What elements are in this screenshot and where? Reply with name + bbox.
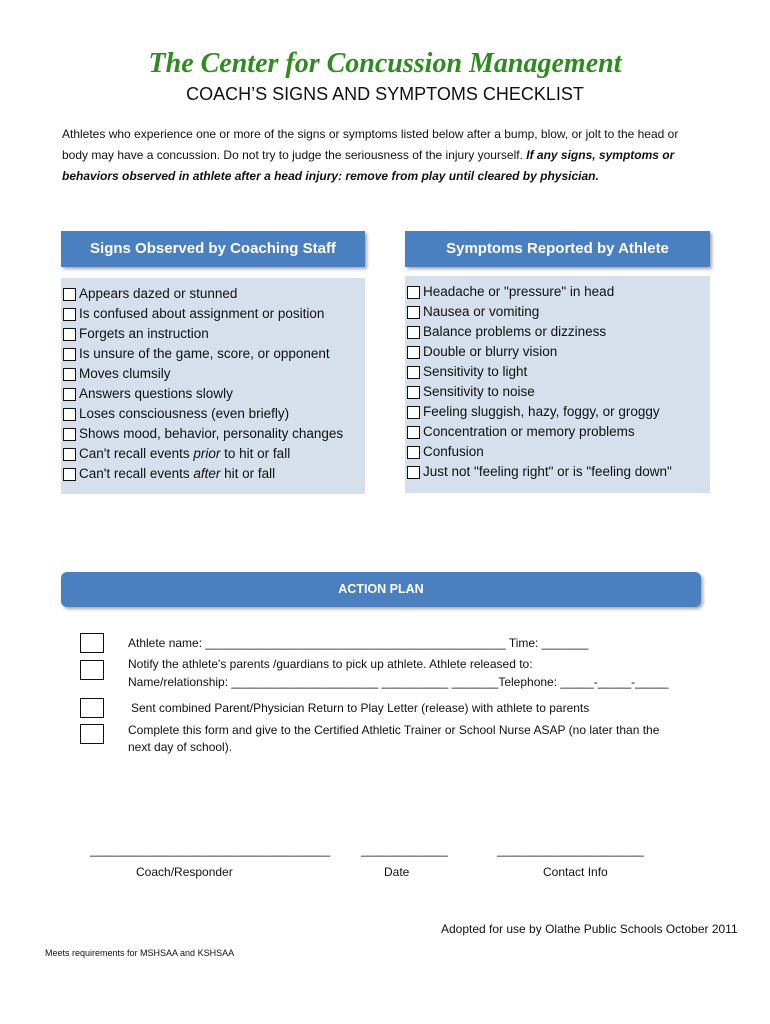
- symptoms-list: [407, 282, 672, 482]
- signs-panel: [61, 278, 365, 494]
- contact-label: Contact Info: [543, 865, 608, 879]
- sign-label: Answers questions slowly: [79, 386, 233, 401]
- sign-checkbox[interactable]: [63, 408, 76, 421]
- symptom-checkbox[interactable]: [407, 386, 420, 399]
- sign-item: [63, 344, 343, 364]
- sent-letter-checkbox[interactable]: [80, 698, 104, 718]
- intro-line-3: behaviors observed in athlete after a head injury: remove from play until cleared by physician.: [62, 169, 599, 183]
- symptom-label: Confusion: [423, 444, 484, 459]
- symptom-item: [407, 422, 672, 442]
- checklist-subtitle: COACH’S SIGNS AND SYMPTOMS CHECKLIST: [186, 84, 584, 104]
- sign-label-pre: Can't recall events: [79, 446, 194, 461]
- sign-label: Forgets an instruction: [79, 326, 209, 341]
- sign-label: Loses consciousness (even briefly): [79, 406, 290, 421]
- sign-label: [79, 444, 290, 464]
- sign-item: [63, 324, 343, 344]
- sign-label-emphasis: after: [193, 466, 221, 481]
- requirements-note: Meets requirements for MSHSAA and KSHSAA: [45, 948, 235, 958]
- complete-form-checkbox[interactable]: [80, 724, 104, 744]
- athlete-name-line[interactable]: Athlete name: _____________________________________________ Time: _______: [128, 636, 589, 650]
- sign-checkbox[interactable]: [63, 348, 76, 361]
- sign-label-emphasis: prior: [193, 446, 221, 461]
- sign-checkbox[interactable]: [63, 328, 76, 341]
- sign-item: [63, 464, 343, 484]
- symptom-checkbox[interactable]: [407, 466, 420, 479]
- symptom-checkbox[interactable]: [407, 366, 420, 379]
- symptom-item: [407, 402, 672, 422]
- coach-signature-line[interactable]: ____________________________________: [90, 843, 331, 857]
- symptom-label: Balance problems or dizziness: [423, 324, 607, 339]
- symptom-item: [407, 282, 672, 302]
- sign-checkbox[interactable]: [63, 448, 76, 461]
- name-relationship-line[interactable]: Name/relationship: ______________________ __________ _______Telephone: _____-_____-_____: [128, 675, 669, 689]
- sign-label: Shows mood, behavior, personality changes: [79, 426, 344, 441]
- sign-item: [63, 284, 343, 304]
- sent-letter-text: Sent combined Parent/Physician Return to Play Letter (release) with athlete to parents: [131, 701, 590, 715]
- date-label: Date: [384, 865, 410, 879]
- date-signature-line[interactable]: _____________: [361, 843, 448, 857]
- complete-form-text-1: Complete this form and give to the Certified Athletic Trainer or School Nurse ASAP (no later than the: [128, 723, 660, 737]
- sign-label: Is unsure of the game, score, or opponent: [79, 346, 330, 361]
- symptom-checkbox[interactable]: [407, 306, 420, 319]
- symptom-checkbox[interactable]: [407, 326, 420, 339]
- symptom-checkbox[interactable]: [407, 346, 420, 359]
- symptom-label: Sensitivity to light: [423, 364, 528, 379]
- intro-line-2-emphasis: If any signs, symptoms or: [526, 148, 675, 162]
- sign-label: Is confused about assignment or position: [79, 306, 325, 321]
- symptom-item: [407, 462, 672, 482]
- signs-header: Signs Observed by Coaching Staff: [61, 231, 365, 267]
- symptom-label: Feeling sluggish, hazy, foggy, or groggy: [423, 404, 660, 419]
- symptom-label: Concentration or memory problems: [423, 424, 635, 439]
- sign-item: [63, 384, 343, 404]
- contact-signature-line[interactable]: ______________________: [497, 843, 644, 857]
- symptom-item: [407, 382, 672, 402]
- symptom-label: Just not "feeling right" or is "feeling down": [423, 464, 672, 479]
- symptom-checkbox[interactable]: [407, 426, 420, 439]
- sign-label-post: hit or fall: [220, 466, 276, 481]
- symptom-label: Headache or "pressure" in head: [423, 284, 615, 299]
- sign-item: [63, 404, 343, 424]
- intro-paragraph: [62, 124, 732, 187]
- symptom-checkbox[interactable]: [407, 286, 420, 299]
- sign-label: Appears dazed or stunned: [79, 286, 238, 301]
- symptoms-header: Symptoms Reported by Athlete: [405, 231, 710, 267]
- symptom-item: [407, 442, 672, 462]
- sign-checkbox[interactable]: [63, 288, 76, 301]
- symptom-item: [407, 342, 672, 362]
- sign-label: [79, 464, 275, 484]
- intro-line-2: [62, 145, 732, 166]
- symptom-item: [407, 322, 672, 342]
- notify-parents-text: Notify the athlete's parents /guardians to pick up athlete. Athlete released to:: [128, 657, 533, 671]
- page-title: The Center for Concussion Management: [148, 48, 622, 79]
- sign-checkbox[interactable]: [63, 428, 76, 441]
- coach-label: Coach/Responder: [136, 865, 233, 879]
- sign-item: [63, 444, 343, 464]
- sign-checkbox[interactable]: [63, 468, 76, 481]
- athlete-name-checkbox[interactable]: [80, 633, 104, 653]
- symptom-label: Double or blurry vision: [423, 344, 558, 359]
- symptom-label: Nausea or vomiting: [423, 304, 540, 319]
- symptom-checkbox[interactable]: [407, 446, 420, 459]
- intro-line-2-text: body may have a concussion. Do not try to judge the seriousness of the injury yourself.: [62, 148, 527, 162]
- sign-checkbox[interactable]: [63, 368, 76, 381]
- symptoms-panel: [405, 276, 710, 493]
- symptom-item: [407, 362, 672, 382]
- signs-list: [63, 284, 343, 484]
- symptom-label: Sensitivity to noise: [423, 384, 535, 399]
- sign-label: Moves clumsily: [79, 366, 171, 381]
- symptom-item: [407, 302, 672, 322]
- complete-form-text-2: next day of school).: [128, 740, 233, 754]
- sign-checkbox[interactable]: [63, 388, 76, 401]
- sign-item: [63, 364, 343, 384]
- sign-item: [63, 304, 343, 324]
- action-plan-header: ACTION PLAN: [61, 572, 701, 607]
- sign-label-pre: Can't recall events: [79, 466, 194, 481]
- intro-line-1: Athletes who experience one or more of the signs or symptoms listed below after a bump, blow, or jolt to the head or: [62, 127, 679, 141]
- adopted-note: Adopted for use by Olathe Public Schools October 2011: [441, 922, 738, 936]
- symptom-checkbox[interactable]: [407, 406, 420, 419]
- sign-label-post: to hit or fall: [220, 446, 291, 461]
- sign-item: [63, 424, 343, 444]
- notify-parents-checkbox[interactable]: [80, 660, 104, 680]
- sign-checkbox[interactable]: [63, 308, 76, 321]
